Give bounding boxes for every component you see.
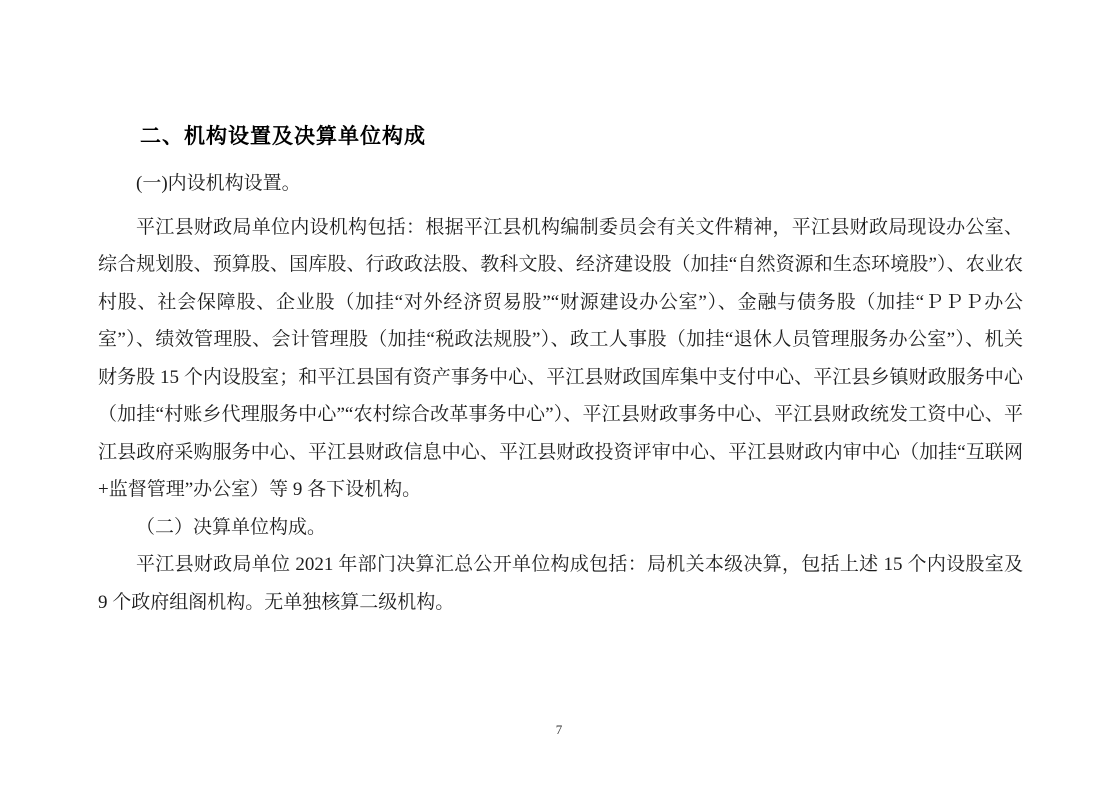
section-heading: 二、机构设置及决算单位构成 [140, 125, 426, 148]
subsection-heading-1: (一)内设机构设置。 [136, 173, 301, 194]
page-number: 7 [555, 722, 563, 737]
body-paragraph-2: 平江县财政局单位 2021 年部门决算汇总公开单位构成包括：局机关本级决算，包括上述 15 个内设股室及 9 个政府组阁机构。无单独核算二级机构。 [98, 554, 1023, 613]
subsection-heading-2: （二）决算单位构成。 [136, 516, 327, 538]
body-paragraph-1: 平江县财政局单位内设机构包括：根据平江县机构编制委员会有关文件精神，平江县财政局现设办公室、综合规划股、预算股、国库股、行政政法股、教科文股、经济建设股（加挂“自然资源和生态环境股”）、农业农村股、社会保障股、企业股（加挂“对外经济贸易股”“财源建设办公室”）、金融与债务股（加挂“ＰＰＰ办公室”）、绩效管理股、会计管理股（加挂“税政法规股”）、政工人事股（加挂“退休人员管理服务办公室”）、机关财务股 15 个内设股室；和平江县国有资产事务中心、平江县财政国库集中支付中心、平江县乡镇财政服务中心（加挂“村账乡代理服务中心”“农村综合改革事务中心”）、平江县财政事务中心、平江县财政统发工资中心、平江县政府采购服务中心、平江县财政信息中心、平江县财政投资评审中心、平江县财政内审中心（加挂“互联网+监督管理”办公室）等 9 各下设机构。 [98, 216, 1023, 500]
